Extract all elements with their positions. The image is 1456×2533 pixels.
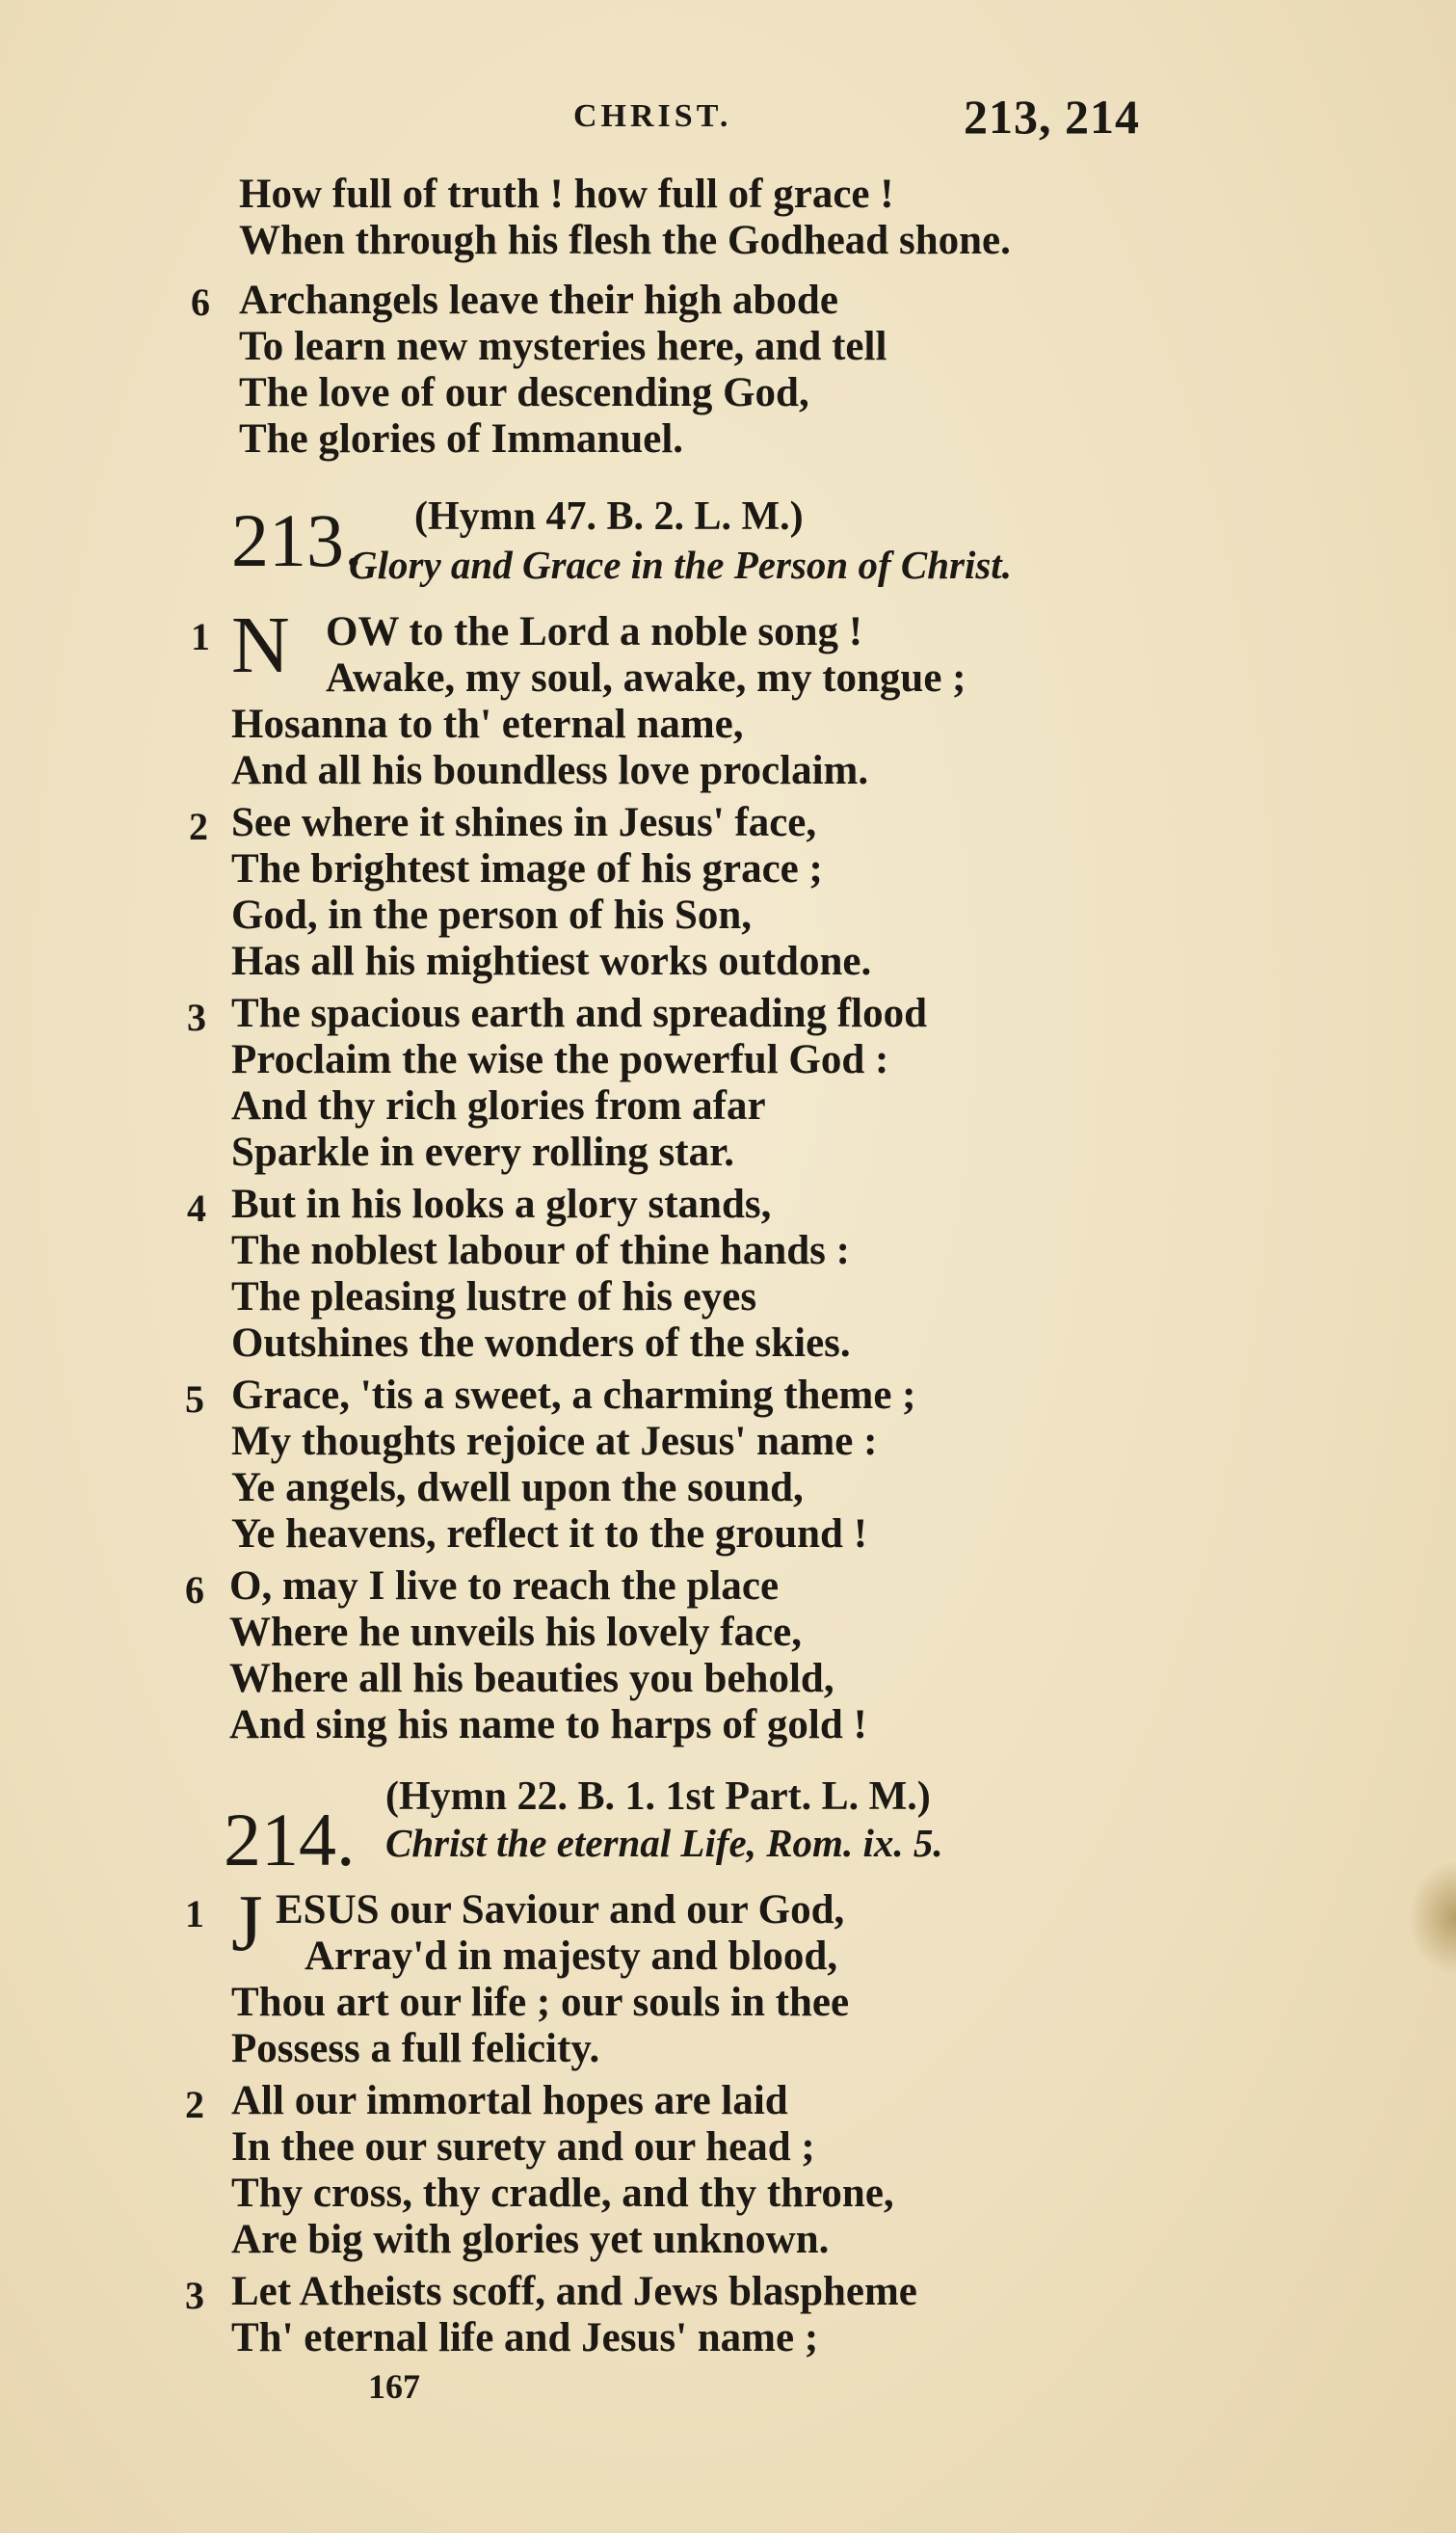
verse-line: To learn new mysteries here, and tell — [239, 324, 887, 369]
hymn-reference: (Hymn 47. B. 2. L. M.) — [414, 494, 804, 539]
verse-line: And all his boundless love proclaim. — [231, 748, 869, 793]
verse-line: But in his looks a glory stands, — [231, 1182, 772, 1227]
verse-line: When through his flesh the Godhead shone. — [239, 218, 1011, 263]
verse-line: Sparkle in every rolling star. — [231, 1130, 734, 1175]
verse-line: And sing his name to harps of gold ! — [229, 1702, 867, 1747]
hymn-number: 214. — [224, 1798, 356, 1881]
stanza-number: 3 — [185, 2274, 204, 2317]
stanza-number: 6 — [185, 1568, 204, 1612]
verse-line: Let Atheists scoff, and Jews blaspheme — [231, 2269, 917, 2314]
verse-line: My thoughts rejoice at Jesus' name : — [231, 1419, 878, 1464]
verse-line: The brightest image of his grace ; — [231, 846, 823, 892]
verse-line: Has all his mightiest works outdone. — [231, 939, 872, 984]
stanza-number: 2 — [189, 805, 208, 848]
stanza-number: 5 — [185, 1377, 204, 1421]
stanza-number: 4 — [187, 1187, 206, 1230]
verse-line: In thee our surety and our head ; — [231, 2124, 815, 2170]
page-header — [0, 89, 1456, 147]
verse-line: Where he unveils his lovely face, — [229, 1610, 803, 1655]
verse-line: Awake, my soul, awake, my tongue ; — [326, 655, 966, 701]
verse-line: Hosanna to th' eternal name, — [231, 702, 744, 747]
verse-line: Outshines the wonders of the skies. — [231, 1320, 851, 1366]
verse-line: Ye heavens, reflect it to the ground ! — [231, 1511, 868, 1557]
verse-line: Thy cross, thy cradle, and thy throne, — [231, 2171, 894, 2216]
verse-line: See where it shines in Jesus' face, — [231, 800, 817, 845]
verse-line: Possess a full felicity. — [231, 2026, 600, 2071]
verse-line: Thou art our life ; our souls in thee — [231, 1980, 850, 2025]
hymn-reference: (Hymn 22. B. 1. 1st Part. L. M.) — [385, 1774, 931, 1819]
verse-line: How full of truth ! how full of grace ! — [239, 172, 894, 217]
verse-line: And thy rich glories from afar — [231, 1083, 766, 1129]
verse-line: The spacious earth and spreading flood — [231, 991, 927, 1036]
drop-cap: N — [231, 600, 290, 690]
hymn-range-numbers: 213, 214 — [964, 90, 1140, 144]
verse-line: Grace, 'tis a sweet, a charming theme ; — [231, 1373, 916, 1418]
stanza-number: 1 — [185, 1892, 204, 1935]
verse-line: OW to the Lord a noble song ! — [326, 609, 863, 654]
page-number: 167 — [368, 2367, 420, 2406]
stanza-number: 6 — [191, 280, 210, 324]
running-head: CHRIST. — [573, 98, 732, 134]
paper-stain — [1408, 1860, 1456, 1976]
verse-line: Array'd in majesty and blood, — [304, 1933, 838, 1979]
verse-line: Th' eternal life and Jesus' name ; — [231, 2315, 819, 2360]
verse-line: Are big with glories yet unknown. — [231, 2217, 830, 2262]
verse-line: O, may I live to reach the place — [229, 1563, 780, 1609]
hymn-title: Glory and Grace in the Person of Christ. — [349, 543, 1012, 587]
verse-line: Where all his beauties you behold, — [229, 1656, 834, 1701]
verse-line: God, in the person of his Son, — [231, 893, 753, 938]
hymn-title: Christ the eternal Life, Rom. ix. 5. — [385, 1821, 943, 1865]
stanza-number: 1 — [191, 615, 210, 658]
verse-line: ESUS our Saviour and our God, — [276, 1887, 845, 1933]
verse-line: All our immortal hopes are laid — [231, 2078, 788, 2123]
stanza-number: 3 — [187, 996, 206, 1039]
verse-line: The love of our descending God, — [239, 370, 809, 415]
drop-cap: J — [231, 1879, 263, 1968]
hymn-number: 213. — [231, 498, 363, 582]
verse-line: The pleasing lustre of his eyes — [231, 1274, 757, 1320]
verse-line: Proclaim the wise the powerful God : — [231, 1037, 889, 1082]
verse-line: Ye angels, dwell upon the sound, — [231, 1465, 804, 1510]
verse-line: Archangels leave their high abode — [239, 278, 838, 323]
stanza-number: 2 — [185, 2083, 204, 2126]
verse-line: The glories of Immanuel. — [239, 416, 684, 462]
verse-line: The noblest labour of thine hands : — [231, 1228, 850, 1273]
